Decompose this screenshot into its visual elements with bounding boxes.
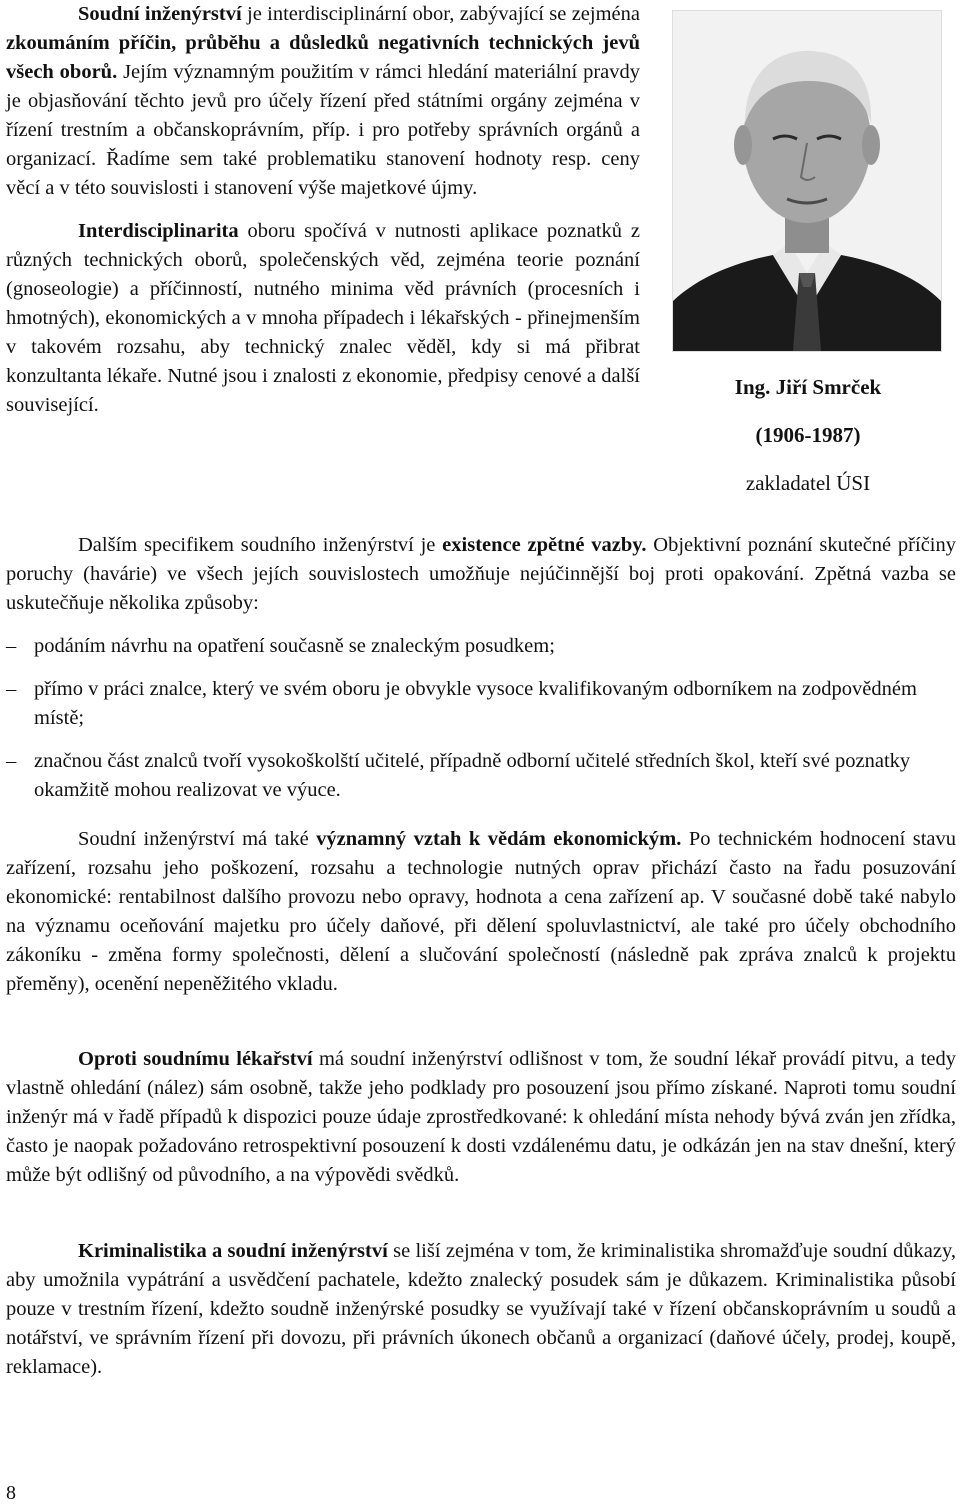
criminal-section (6, 1237, 956, 1382)
feedback-paragraph (6, 531, 956, 618)
term-soudni-inzenyrstvi: Soudní inženýrství (78, 3, 242, 25)
medical-text: má soudní inženýrství odlišnost v tom, že soudní lékař provádí pitvu, a tedy vlastně ohledání (nález) sám osobně, takže jeho podklady pro posouzení jsou přímo získané. Naproti tomu soudní inženýr má v řadě případů k dispozici pouze údaje zprostředkované: k ohledání místa nehody bývá zván jen zřídka, často je naopak požadováno retrospektivní posouzení k dosti vzdálenému datu, je odkázán jen na stav dnešní, který může být odlišný od původního, a na výpovědi svědků. (6, 1048, 956, 1186)
term-soudni-lekarstvi: Oproti soudnímu lékařství (78, 1048, 313, 1070)
feedback-emphasis: existence zpětné vazby. (442, 534, 647, 556)
criminal-paragraph (6, 1237, 956, 1382)
intro-text-rest: oboru spočívá v nutnosti aplikace poznatků z různých technických oborů, společenských věd, zejména teorie poznání (gnoseologie) a příčinností, nutného minima věd právních (procesních i hmotných), ekonomických a v mnoha případech i lékařských - přinejmenším v takovém rozsahu, aby technický znalec věděl, kdy si má přibrat konzultanta lékaře. Nutné jsou i znalosti z ekonomie, předpisy cenové a další související. (6, 220, 640, 416)
page-number: 8 (6, 1482, 16, 1504)
economic-paragraph (6, 825, 956, 999)
feedback-text-a: Dalším specifikem soudního inženýrství je (78, 534, 443, 556)
feedback-text-c: Objektivní poznání skutečné příčiny poruchy (havárie) ve všech jejích souvislostech umožňuje nejúčinnější boj proti opakování. Zpětná vazba se uskutečňuje několika způsoby: (6, 534, 956, 614)
portrait-name: Ing. Jiří Smrček (734, 375, 882, 399)
economic-emphasis: významný vztah k vědám ekonomickým. (316, 828, 682, 850)
portrait-years: (1906-1987) (755, 423, 861, 447)
medical-section (6, 1045, 956, 1190)
intro-text-c: Jejím významným použitím v rámci hledání materiální pravdy je objasňování těchto jevů pro účely řízení před státními orgány zejména v řízení trestním a občanskoprávním, příp. i pro potřeby správních orgánů a organizací. Řadíme sem také problematiku stanovení hodnoty resp. ceny věcí a v této souvislosti i stanovení výše majetkové újmy. (6, 61, 640, 199)
portrait-block (672, 10, 944, 496)
feedback-section (6, 531, 956, 805)
term-kriminalistika: Kriminalistika a soudní inženýrství (78, 1240, 388, 1262)
medical-paragraph (6, 1045, 956, 1190)
list-item (6, 747, 956, 805)
list-item-text: přímo v práci znalce, který ve svém oboru je obvykle vysoce kvalifikovaným odborníkem na zodpovědném místě; (34, 678, 917, 729)
dash-bullet: – (6, 678, 17, 700)
economic-text-c: Po technickém hodnocení stavu zařízení, rozsahu jeho poškození, rozsahu a technologie nutných oprav přichází často na řadu posuzování ekonomické: rentabilnost dalšího provozu nebo opravy, hodnota a cena zařízení ap. V současné době také nabylo na významu oceňování majetku pro účely daňové, při dělení spoluvlastnictví, ale také pro účely obchodního zákoníku - změna formy společnosti, dělení a slučování společností (následně pak zpráva znalců k projektu přeměny), ocenění nepeněžitého vkladu. (6, 828, 956, 995)
economic-text-a: Soudní inženýrství má také (78, 828, 317, 850)
dash-bullet: – (6, 750, 17, 772)
intro-column (6, 0, 640, 420)
intro-emphasis: zkoumáním příčin, průběhu a důsledků negativních technických jevů všech oborů. (6, 32, 640, 83)
portrait-photo (672, 10, 942, 352)
intro-paragraph-1 (6, 0, 640, 203)
criminal-text: se liší zejména v tom, že kriminalistika shromažďuje soudní důkazy, aby umožnila vypátrání a usvědčení pachatele, kdežto znalecký posudek sám je důkazem. Kriminalistika působí pouze v trestním řízení, kdežto soudně inženýrské posudky se využívají také v řízení občanskoprávním u soudů a notářství, ve správním řízení při dovozu, při právních úkonech občanů a organizací (daňové účely, prodej, koupě, reklamace). (6, 1240, 956, 1378)
dash-bullet: – (6, 635, 17, 657)
list-item (6, 632, 956, 661)
intro-paragraph-2 (6, 217, 640, 420)
portrait-role: zakladatel ÚSI (745, 471, 871, 495)
list-item-text: podáním návrhu na opatření současně se znaleckým posudkem; (34, 635, 555, 657)
list-item-text: značnou část znalců tvoří vysokoškolští učitelé, případně odborní učitelé středních škol, kteří své poznatky okamžitě mohou realizovat ve výuce. (34, 750, 911, 801)
feedback-list (6, 632, 956, 805)
intro-text-a: je interdisciplinární obor, zabývající se zejména (241, 3, 640, 25)
list-item (6, 675, 956, 733)
term-interdisciplinarita: Interdisciplinarita (78, 220, 239, 242)
portrait-caption (672, 374, 944, 496)
portrait-illustration (673, 11, 941, 351)
economic-section (6, 825, 956, 999)
